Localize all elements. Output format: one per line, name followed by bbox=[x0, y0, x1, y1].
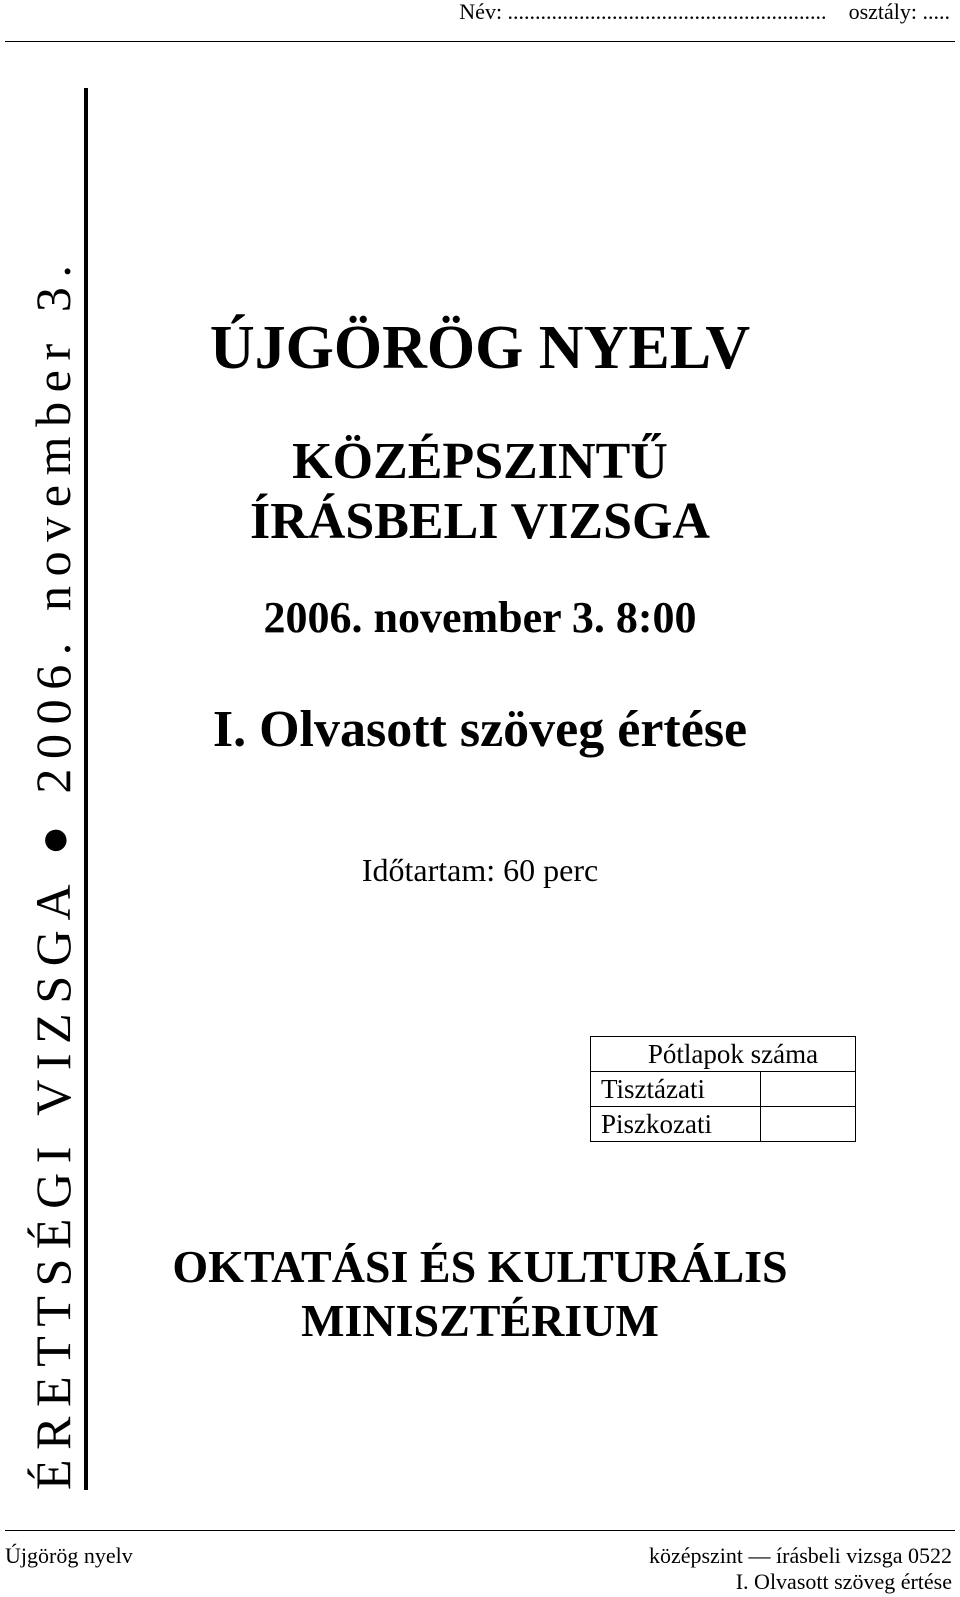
student-info-line bbox=[459, 0, 950, 24]
table-row bbox=[591, 1107, 856, 1142]
draft-copy-label: Piszkozati bbox=[591, 1107, 761, 1142]
clean-copy-count[interactable] bbox=[761, 1072, 856, 1107]
extra-sheets-header-row bbox=[591, 1037, 856, 1072]
ministry-line1: OKTATÁSI ÉS KULTURÁLIS bbox=[172, 1241, 788, 1292]
exam-level-line2: ÍRÁSBELI VIZSGA bbox=[249, 493, 710, 550]
footer-subject: Újgörög nyelv bbox=[5, 1543, 133, 1568]
footer-level-code: középszint — írásbeli vizsga 0522 bbox=[648, 1543, 952, 1568]
top-divider bbox=[5, 41, 955, 42]
section-title: I. Olvasott szöveg értése bbox=[212, 701, 748, 758]
side-band-text: ÉRETTSÉGI VIZSGA ● 2006. november 3. bbox=[25, 255, 81, 1490]
footer-section: I. Olvasott szöveg értése bbox=[735, 1569, 952, 1594]
ministry-name bbox=[110, 1240, 850, 1348]
class-field[interactable]: osztály: ..... bbox=[848, 0, 950, 24]
table-row bbox=[591, 1072, 856, 1107]
extra-sheets-header: Pótlapok száma bbox=[591, 1037, 856, 1072]
exam-level-line1: KÖZÉPSZINTŰ bbox=[292, 433, 668, 490]
clean-copy-label: Tisztázati bbox=[591, 1072, 761, 1107]
extra-sheets-table bbox=[590, 1036, 856, 1142]
exam-title: ÚJGÖRÖG NYELV bbox=[209, 314, 751, 382]
exam-datetime: 2006. november 3. 8:00 bbox=[263, 593, 697, 642]
ministry-line2: MINISZTÉRIUM bbox=[301, 1295, 659, 1346]
exam-level bbox=[110, 432, 850, 552]
draft-copy-count[interactable] bbox=[761, 1107, 856, 1142]
exam-duration: Időtartam: 60 perc bbox=[361, 852, 599, 888]
footer-info bbox=[649, 1543, 952, 1595]
bottom-divider bbox=[5, 1530, 955, 1531]
name-field[interactable]: Név: .......................................................... bbox=[459, 0, 827, 24]
